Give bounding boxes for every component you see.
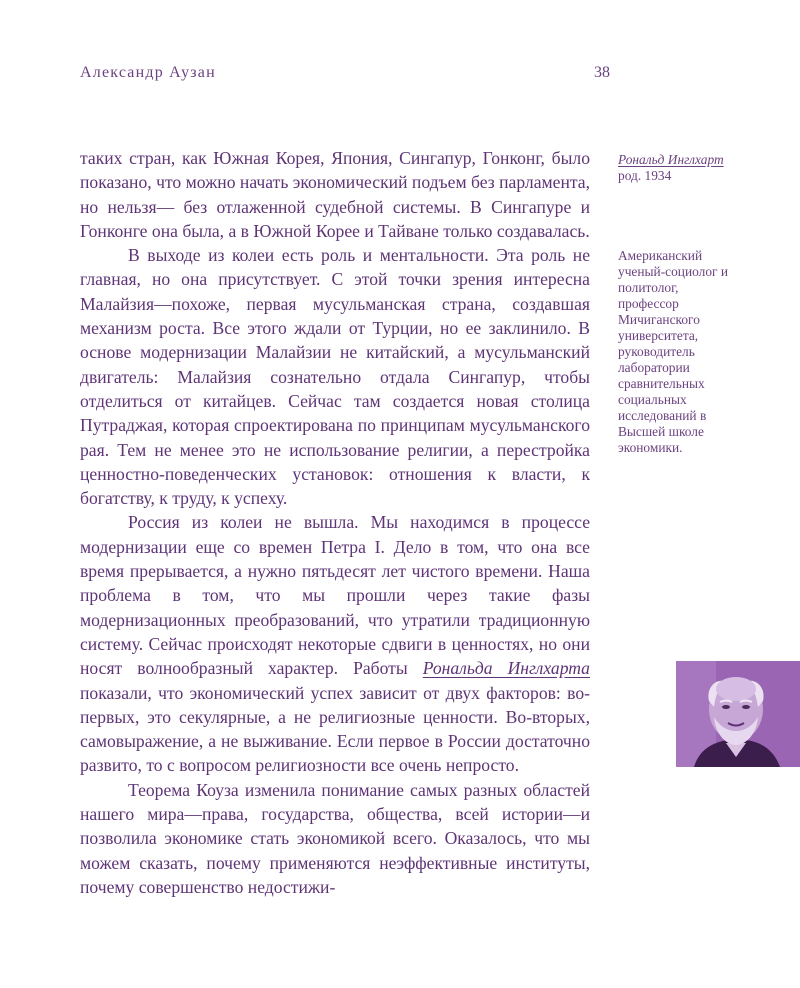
paragraph-4: Теорема Коуза изменила понимание самых разных областей нашего мира—права, государства, общества, всей истории—и позволила экономике стать экономикой всего. Оказалось, что мы можем сказать, почему применяются неэффективные институты, почему совершенство недостижи- xyxy=(80,779,590,897)
portrait-image-icon xyxy=(676,661,800,767)
paragraph-3 xyxy=(80,510,590,777)
page-number: 38 xyxy=(594,64,610,81)
main-text xyxy=(80,146,590,899)
paragraph-3-start: Россия из колеи не вышла. Мы находимся в процессе модернизации еще со времен Петра I. Дело в том, что она все время прерывается, а нужно пятьдесят лет чистого времени. Наша проблема в том, что мы прошли через такие фазы модернизационных преобразований, что утратили традиционную систему. Сейчас происходят некоторые сдвиги в ценностях, но они носят волнообразный характер. Работы xyxy=(80,512,590,679)
sidebar-person-name: Рональд Инглхарт xyxy=(618,152,724,167)
sidebar-bio: Американский ученый-социолог и политолог, профессор Мичиганского университета, руководитель лаборатории сравнительных социальных исследований в Высшей школе экономики. xyxy=(618,248,729,455)
inglehart-link[interactable]: Рональда Инглхарта xyxy=(422,658,590,679)
portrait-photo xyxy=(676,661,800,767)
sidebar-person-years: род. 1934 xyxy=(618,168,672,183)
paragraph-3-end: показали, что экономический успех зависит от двух факторов: во-первых, это секулярные, а не религиозные ценности. Во-вторых, самовыражение, а не выживание. Если первое в России достаточно развито, то с вопросом религиозности все очень непросто. xyxy=(80,682,590,776)
paragraph-1: таких стран, как Южная Корея, Япония, Сингапур, Гонконг, было показано, что можно начать экономический подъем без парламента, но нельзя— без отлаженной судебной системы. В Сингапуре и Гонконге она была, а в Южной Корее и Тайване только создавалась. xyxy=(80,148,590,241)
sidebar-person xyxy=(618,152,738,184)
running-header-author: Александр Аузан xyxy=(80,64,216,81)
paragraph-2: В выходе из колеи есть роль и ментальности. Эта роль не главная, но она присутствует. С этой точки зрения интересна Малайзия—похоже, первая мусульманская страна, создавшая механизм роста. Все этого ждали от Турции, но ее заклинило. В основе модернизации Малайзии не китайский, а мусульманский двигатель: Малайзия сознательно отдала Сингапур, чтобы отделиться от китайцев. Сейчас там создается новая столица Путраджая, которая спроектирована по принципам мусульманского рая. Тем не менее это не использование религии, а перестройка ценностно-поведенческих установок: отношения к власти, к богатству, к труду, к успеху. xyxy=(80,245,590,509)
